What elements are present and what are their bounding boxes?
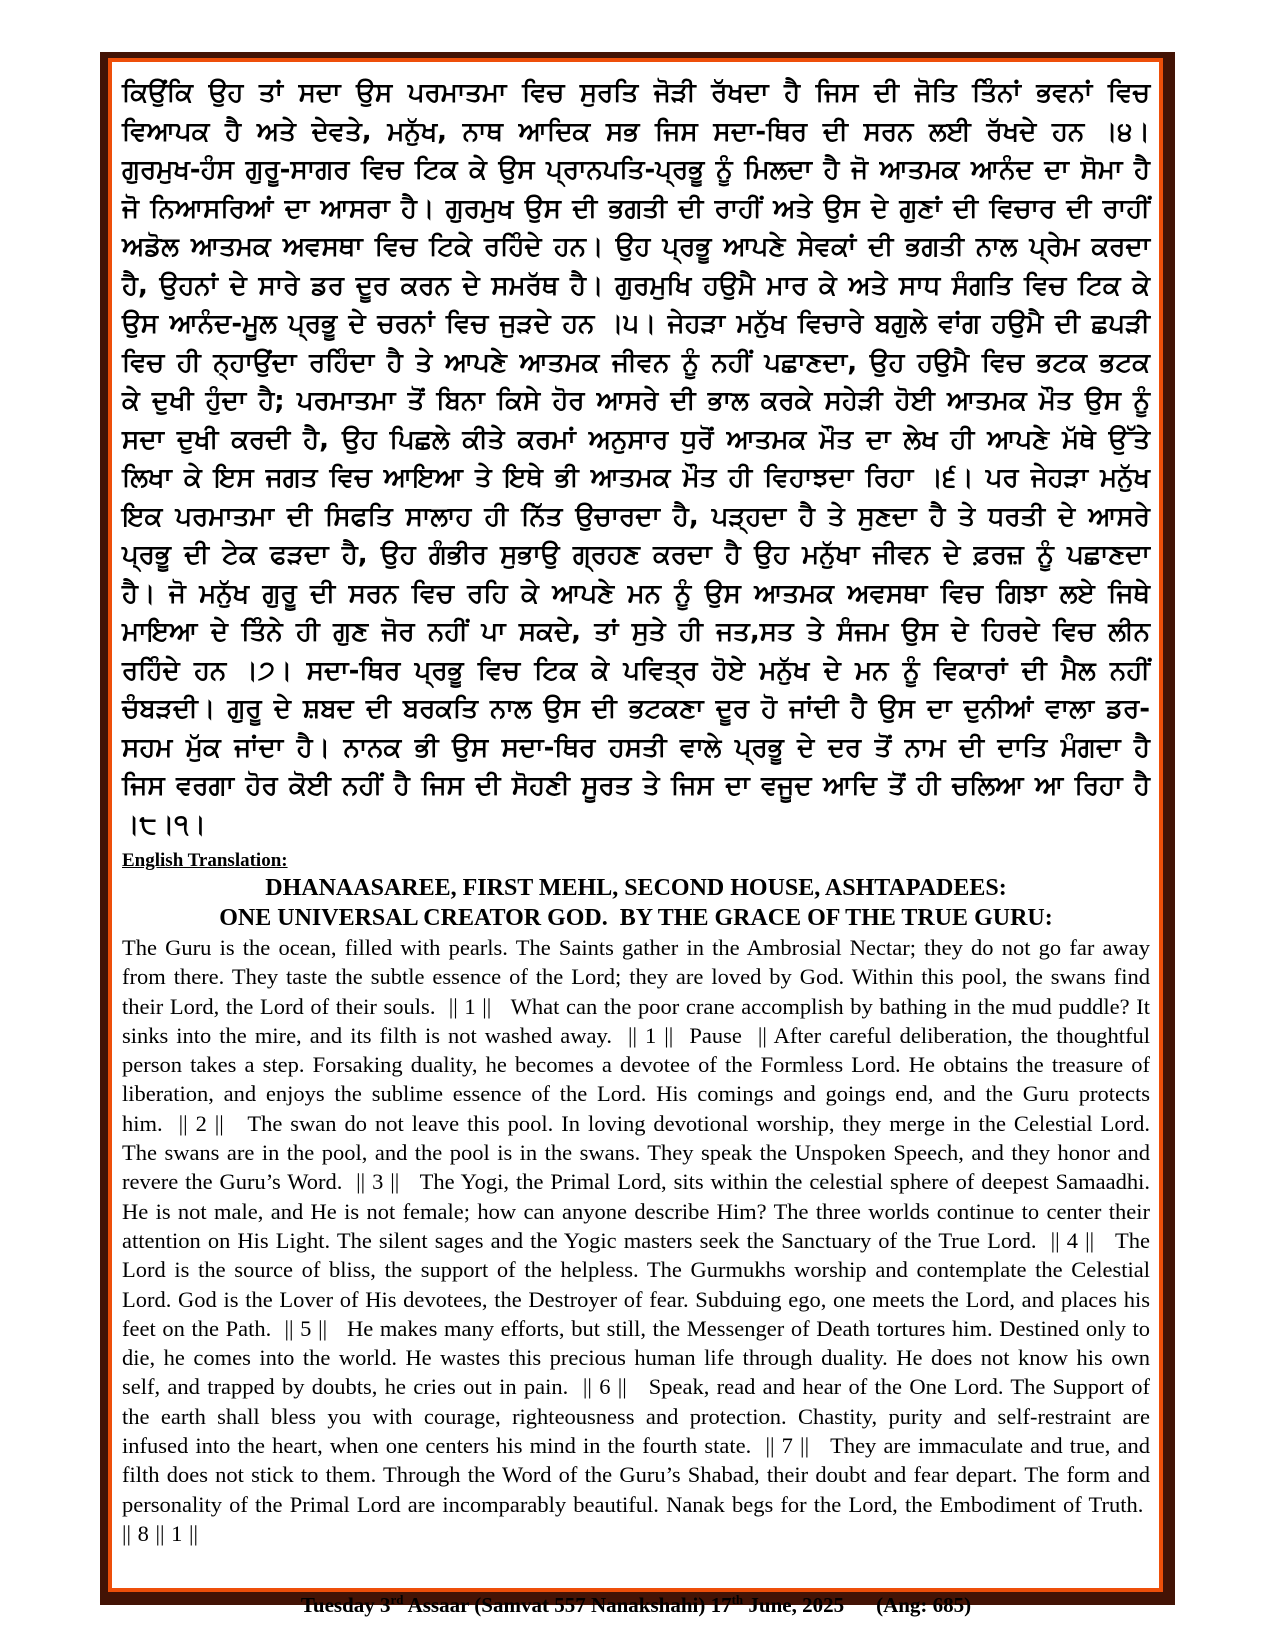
footer-ordinal-th: th xyxy=(731,1592,744,1608)
footer-date-text-2: Assaar (Samvat 557 Nanakshahi) 17 xyxy=(403,1593,732,1618)
page-border-frame xyxy=(100,52,1175,1618)
shabad-heading: DHANAASAREE, FIRST MEHL, SECOND HOUSE, ASHTAPADEES: xyxy=(265,875,1007,901)
gurmukhi-commentary-paragraph: ਕਿਉਂਕਿ ਉਹ ਤਾਂ ਸਦਾ ਉਸ ਪਰਮਾਤਮਾ ਵਿਚ ਸੁਰਤਿ ਜੋੜੀ ਰੱਖਦਾ ਹੈ ਜਿਸ ਦੀ ਜੋਤਿ ਤਿੰਨਾਂ ਭਵਨਾਂ ਵਿਚ ਵਿਆਪਕ ਹੈ ਅਤੇ ਦੇਵਤੇ, ਮਨੁੱਖ, ਨਾਥ ਆਦਿਕ ਸਭ ਜਿਸ ਸਦਾ-ਥਿਰ ਦੀ ਸਰਨ ਲਈ ਰੱਖਦੇ ਹਨ ।੪। ਗੁਰਮੁਖ-ਹੰਸ ਗੁਰੂ-ਸਾਗਰ ਵਿਚ ਟਿਕ ਕੇ ਉਸ ਪ੍ਰਾਨਪਤਿ-ਪ੍ਰਭੂ ਨੂੰ ਮਿਲਦਾ ਹੈ ਜੋ ਆਤਮਕ ਆਨੰਦ ਦਾ ਸੋਮਾ ਹੈ ਜੋ ਨਿਆਸਰਿਆਂ ਦਾ ਆਸਰਾ ਹੈ। ਗੁਰਮੁਖ ਉਸ ਦੀ ਭਗਤੀ ਦੀ ਰਾਹੀਂ ਅਤੇ ਉਸ ਦੇ ਗੁਣਾਂ ਦੀ ਵਿਚਾਰ ਦੀ ਰਾਹੀਂ ਅਡੋਲ ਆਤਮਕ ਅਵਸਥਾ ਵਿਚ ਟਿਕੇ ਰਹਿੰਦੇ ਹਨ। ਉਹ ਪ੍ਰਭੂ ਆਪਣੇ ਸੇਵਕਾਂ ਦੀ ਭਗਤੀ ਨਾਲ ਪ੍ਰੇਮ ਕਰਦਾ ਹੈ, ਉਹਨਾਂ ਦੇ ਸਾਰੇ ਡਰ ਦੂਰ ਕਰਨ ਦੇ ਸਮਰੱਥ ਹੈ। ਗੁਰਮੁਖਿ ਹਉਮੈ ਮਾਰ ਕੇ ਅਤੇ ਸਾਧ ਸੰਗਤਿ ਵਿਚ ਟਿਕ ਕੇ ਉਸ ਆਨੰਦ-ਮੂਲ ਪ੍ਰਭੂ ਦੇ ਚਰਨਾਂ ਵਿਚ ਜੁੜਦੇ ਹਨ ।੫। ਜੇਹੜਾ ਮਨੁੱਖ ਵਿਚਾਰੇ ਬਗੁਲੇ ਵਾਂਗ ਹਉਮੈ ਦੀ ਛਪੜੀ ਵਿਚ ਹੀ ਨ੍ਹਾਉਂਦਾ ਰਹਿੰਦਾ ਹੈ ਤੇ ਆਪਣੇ ਆਤਮਕ ਜੀਵਨ ਨੂੰ ਨਹੀਂ ਪਛਾਣਦਾ, ਉਹ ਹਉਮੈ ਵਿਚ ਭਟਕ ਭਟਕ ਕੇ ਦੁਖੀ ਹੁੰਦਾ ਹੈ; ਪਰਮਾਤਮਾ ਤੋਂ ਬਿਨਾ ਕਿਸੇ ਹੋਰ ਆਸਰੇ ਦੀ ਭਾਲ ਕਰਕੇ ਸਹੇੜੀ ਹੋਈ ਆਤਮਕ ਮੌਤ ਉਸ ਨੂੰ ਸਦਾ ਦੁਖੀ ਕਰਦੀ ਹੈ, ਉਹ ਪਿਛਲੇ ਕੀਤੇ ਕਰਮਾਂ ਅਨੁਸਾਰ ਧੁਰੋਂ ਆਤਮਕ ਮੌਤ ਦਾ ਲੇਖ ਹੀ ਆਪਣੇ ਮੱਥੇ ਉੱਤੇ ਲਿਖਾ ਕੇ ਇਸ ਜਗਤ ਵਿਚ ਆਇਆ ਤੇ ਇਥੇ ਭੀ ਆਤਮਕ ਮੌਤ ਹੀ ਵਿਹਾਝਦਾ ਰਿਹਾ ।੬। ਪਰ ਜੇਹੜਾ ਮਨੁੱਖ ਇਕ ਪਰਮਾਤਮਾ ਦੀ ਸਿਫਤਿ ਸਾਲਾਹ ਹੀ ਨਿੱਤ ਉਚਾਰਦਾ ਹੈ, ਪੜ੍ਹਦਾ ਹੈ ਤੇ ਸੁਣਦਾ ਹੈ ਤੇ ਧਰਤੀ ਦੇ ਆਸਰੇ ਪ੍ਰਭੂ ਦੀ ਟੇਕ ਫੜਦਾ ਹੈ, ਉਹ ਗੰਭੀਰ ਸੁਭਾਉ ਗ੍ਰਹਣ ਕਰਦਾ ਹੈ ਉਹ ਮਨੁੱਖਾ ਜੀਵਨ ਦੇ ਫ਼ਰਜ਼ ਨੂੰ ਪਛਾਣਦਾ ਹੈ। ਜੋ ਮਨੁੱਖ ਗੁਰੂ ਦੀ ਸਰਨ ਵਿਚ ਰਹਿ ਕੇ ਆਪਣੇ ਮਨ ਨੂੰ ਉਸ ਆਤਮਕ ਅਵਸਥਾ ਵਿਚ ਗਿਝਾ ਲਏ ਜਿਥੇ ਮਾਇਆ ਦੇ ਤਿੰਨੇ ਹੀ ਗੁਣ ਜੋਰ ਨਹੀਂ ਪਾ ਸਕਦੇ, ਤਾਂ ਸੁਤੇ ਹੀ ਜਤ,ਸਤ ਤੇ ਸੰਜਮ ਉਸ ਦੇ ਹਿਰਦੇ ਵਿਚ ਲੀਨ ਰਹਿੰਦੇ ਹਨ ।੭। ਸਦਾ-ਥਿਰ ਪ੍ਰਭੂ ਵਿਚ ਟਿਕ ਕੇ ਪਵਿਤ੍ਰ ਹੋਏ ਮਨੁੱਖ ਦੇ ਮਨ ਨੂੰ ਵਿਕਾਰਾਂ ਦੀ ਮੈਲ ਨਹੀਂ ਚੰਬੜਦੀ। ਗੁਰੂ ਦੇ ਸ਼ਬਦ ਦੀ ਬਰਕਤਿ ਨਾਲ ਉਸ ਦੀ ਭਟਕਣਾ ਦੂਰ ਹੋ ਜਾਂਦੀ ਹੈ ਉਸ ਦਾ ਦੁਨੀਆਂ ਵਾਲਾ ਡਰ-ਸਹਮ ਮੁੱਕ ਜਾਂਦਾ ਹੈ। ਨਾਨਕ ਭੀ ਉਸ ਸਦਾ-ਥਿਰ ਹਸਤੀ ਵਾਲੇ ਪ੍ਰਭੂ ਦੇ ਦਰ ਤੋਂ ਨਾਮ ਦੀ ਦਾਤਿ ਮੰਗਦਾ ਹੈ ਜਿਸ ਵਰਗਾ ਹੋਰ ਕੋਈ ਨਹੀਂ ਹੈ ਜਿਸ ਦੀ ਸੋਹਣੀ ਸੂਰਤ ਤੇ ਜਿਸ ਦਾ ਵਜੂਦ ਆਦਿ ਤੋਂ ਹੀ ਚਲਿਆ ਆ ਰਿਹਾ ਹੈ ।੮।੧। xyxy=(122,78,1150,840)
invocation-heading: ONE UNIVERSAL CREATOR GOD. BY THE GRACE OF THE TRUE GURU: xyxy=(219,905,1053,931)
footer-date-text-3: June, 2025 xyxy=(743,1593,845,1618)
english-translation-label: English Translation: xyxy=(122,850,288,871)
ang-reference: (Ang: 685) xyxy=(876,1593,972,1618)
footer-date-text: Tuesday 3 xyxy=(300,1593,391,1618)
page-border-inner-line xyxy=(108,58,1163,1618)
english-translation-paragraph: The Guru is the ocean, filled with pearls. The Saints gather in the Ambrosial Nectar; they do not go far away from there. They taste the subtle essence of the Lord; they are loved by God. Within this pool, the swans find their Lord, the Lord of their souls. || 1 || What can the poor crane accomplish by bathing in the mud puddle? It sinks into the mire, and its filth is not washed away. || 1 || Pause || After careful deliberation, the thoughtful person takes a step. Forsaking duality, he becomes a devotee of the Formless Lord. He obtains the treasure of liberation, and enjoys the sublime essence of the Lord. His comings and goings end, and the Guru protects him. || 2 || The swan do not leave this pool. In loving devotional worship, they merge in the Celestial Lord. The swans are in the pool, and the pool is in the swans. They speak the Unspoken Speech, and they honor and revere the Guru’s Word. || 3 || The Yogi, the Primal Lord, sits within the celestial sphere of deepest Samaadhi. He is not male, and He is not female; how can anyone describe Him? The three worlds continue to center their attention on His Light. The silent sages and the Yogic masters seek the Sanctuary of the True Lord. || 4 || The Lord is the source of bliss, the support of the helpless. The Gurmukhs worship and contemplate the Celestial Lord. God is the Lover of His devotees, the Destroyer of fear. Subduing ego, one meets the Lord, and places his feet on the Path. || 5 || He makes many efforts, but still, the Messenger of Death tortures him. Destined only to die, he comes into the world. He wastes this precious human life through duality. He does not know his own self, and trapped by doubts, he cries out in pain. || 6 || Speak, read and hear of the One Lord. The Support of the earth shall bless you with courage, righteousness and protection. Chastity, purity and self-restraint are infused into the heart, when one centers his mind in the fourth state. || 7 || They are immaculate and true, and filth does not stick to them. Through the Word of the Guru’s Shabad, their doubt and fear depart. The form and personality of the Primal Lord are incomparably beautiful. Nanak begs for the Lord, the Embodiment of Truth. || 8 || 1 || xyxy=(122,935,1150,1546)
date-ang-footer xyxy=(122,1592,1150,1618)
footer-ordinal-rd: rd xyxy=(390,1592,404,1608)
